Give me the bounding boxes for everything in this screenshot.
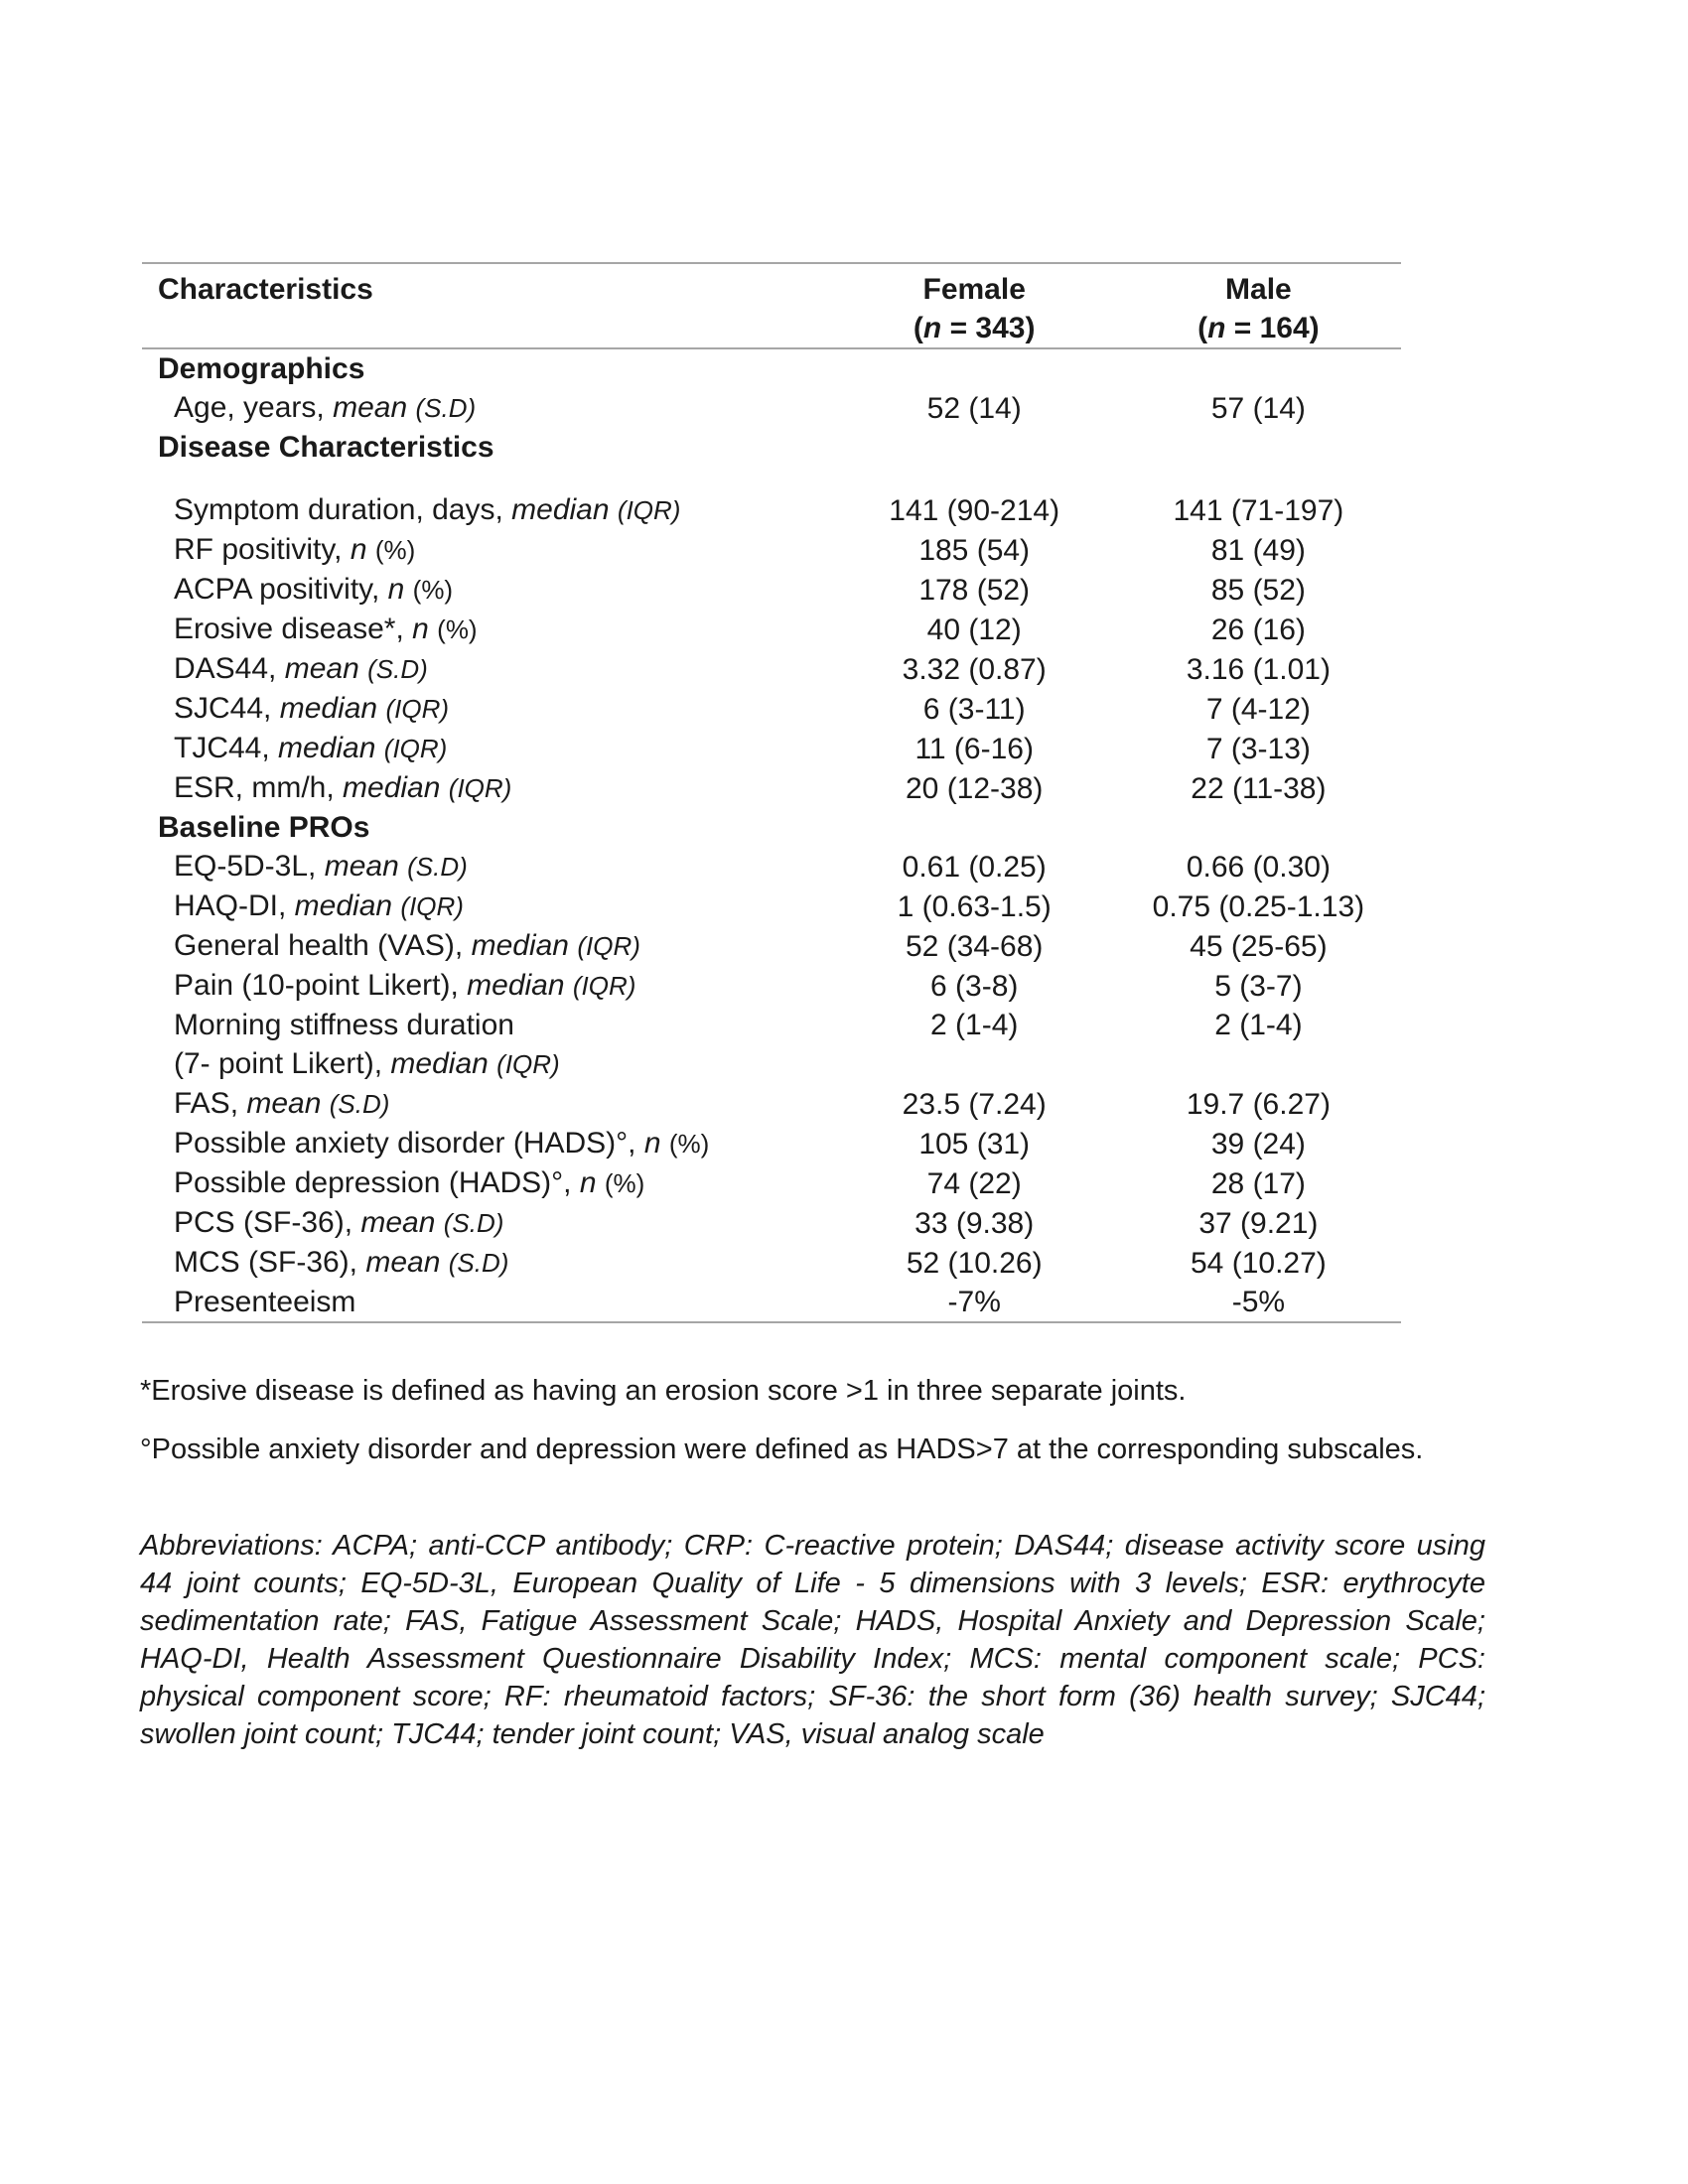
row-label-text: FAS, bbox=[174, 1087, 247, 1120]
spacer-row bbox=[142, 467, 1401, 490]
male-value: 85 (52) bbox=[1210, 573, 1306, 607]
row-stat: median bbox=[294, 889, 393, 922]
female-value bbox=[833, 1044, 1116, 1084]
row-unit: (%) bbox=[412, 575, 454, 605]
row-label-text: ACPA positivity, bbox=[174, 573, 388, 606]
row-stat: n bbox=[387, 573, 405, 606]
row-label-text: Symptom duration, days, bbox=[174, 493, 512, 526]
row-label-text: Age, years, bbox=[174, 391, 334, 424]
female-value: 33 (9.38) bbox=[914, 1206, 1035, 1240]
table-row bbox=[142, 768, 1401, 808]
row-stat: median bbox=[390, 1047, 489, 1080]
table-row bbox=[142, 1006, 1401, 1044]
row-label-text: General health (VAS), bbox=[174, 929, 472, 962]
section-row bbox=[142, 348, 1401, 388]
characteristics-table bbox=[142, 262, 1401, 1323]
table-row bbox=[142, 610, 1401, 649]
male-value: 0.66 (0.30) bbox=[1186, 850, 1331, 884]
male-value: 2 (1-4) bbox=[1214, 1009, 1303, 1041]
male-value: 5 (3-7) bbox=[1214, 969, 1303, 1003]
row-label-text: ESR, mm/h, bbox=[174, 771, 344, 804]
row-label-text: Pain (10-point Likert), bbox=[174, 969, 468, 1002]
row-label bbox=[142, 388, 833, 428]
header-male-n-value: = 164) bbox=[1225, 312, 1320, 344]
table-row bbox=[142, 1044, 1401, 1084]
row-stat: median bbox=[279, 692, 378, 725]
female-value: 178 (52) bbox=[918, 573, 1031, 607]
row-label bbox=[142, 966, 833, 1006]
row-label-text: SJC44, bbox=[174, 692, 280, 725]
male-value: 28 (17) bbox=[1210, 1166, 1306, 1200]
row-unit: (S.D) bbox=[415, 393, 477, 423]
header-row bbox=[142, 263, 1401, 348]
male-value: 3.16 (1.01) bbox=[1186, 652, 1331, 686]
male-value: 57 (14) bbox=[1210, 391, 1306, 425]
row-stat: median bbox=[343, 771, 441, 804]
row-label bbox=[142, 490, 833, 530]
male-value: 141 (71-197) bbox=[1173, 493, 1344, 527]
row-unit: (S.D) bbox=[443, 1208, 504, 1238]
table-row bbox=[142, 887, 1401, 926]
section-demographics: Demographics bbox=[158, 352, 365, 385]
row-label-text: Possible anxiety disorder (HADS)°, bbox=[174, 1127, 644, 1160]
female-value: 0.61 (0.25) bbox=[902, 850, 1047, 884]
row-unit: (IQR) bbox=[448, 773, 512, 803]
female-value: 2 (1-4) bbox=[930, 1009, 1019, 1041]
male-value: 39 (24) bbox=[1210, 1127, 1306, 1160]
male-value: 19.7 (6.27) bbox=[1186, 1087, 1331, 1121]
table-row bbox=[142, 966, 1401, 1006]
female-value: 11 (6-16) bbox=[914, 732, 1034, 765]
row-label-text: (7- point Likert), bbox=[174, 1047, 391, 1080]
row-label bbox=[142, 1283, 833, 1322]
section-disease: Disease Characteristics bbox=[158, 431, 494, 464]
row-stat: mean bbox=[284, 652, 359, 685]
row-label bbox=[142, 1243, 833, 1283]
male-value: 54 (10.27) bbox=[1191, 1246, 1327, 1280]
table-row bbox=[142, 689, 1401, 729]
section-row bbox=[142, 428, 1401, 467]
row-label bbox=[142, 729, 833, 768]
table-row bbox=[142, 1243, 1401, 1283]
header-male-n-var: n bbox=[1207, 312, 1226, 344]
header-female-n-value: = 343) bbox=[941, 312, 1036, 344]
row-stat: mean bbox=[324, 850, 399, 883]
row-label bbox=[142, 530, 833, 570]
row-unit: (S.D) bbox=[329, 1089, 390, 1119]
table-row bbox=[142, 1084, 1401, 1124]
row-unit: (IQR) bbox=[496, 1049, 560, 1079]
row-label bbox=[142, 926, 833, 966]
row-label bbox=[142, 689, 833, 729]
row-label bbox=[142, 768, 833, 808]
row-label bbox=[142, 1044, 833, 1084]
row-label bbox=[142, 1163, 833, 1203]
row-label bbox=[142, 887, 833, 926]
row-label-text: EQ-5D-3L, bbox=[174, 850, 325, 883]
male-value: 26 (16) bbox=[1210, 613, 1306, 646]
table-body bbox=[142, 348, 1401, 1322]
row-stat: median bbox=[471, 929, 569, 962]
female-value: 105 (31) bbox=[918, 1127, 1031, 1160]
male-value: 7 (4-12) bbox=[1205, 692, 1311, 726]
table-row bbox=[142, 649, 1401, 689]
female-value: -7% bbox=[947, 1286, 1001, 1318]
table-row bbox=[142, 1124, 1401, 1163]
female-value: 6 (3-11) bbox=[922, 692, 1026, 726]
row-label-text: HAQ-DI, bbox=[174, 889, 295, 922]
row-label bbox=[142, 1084, 833, 1124]
row-stat: mean bbox=[360, 1206, 436, 1239]
female-value: 52 (10.26) bbox=[906, 1246, 1043, 1280]
row-label-text: Possible depression (HADS)°, bbox=[174, 1166, 580, 1199]
table-row bbox=[142, 926, 1401, 966]
row-unit: (%) bbox=[374, 535, 416, 565]
row-label-text: Morning stiffness duration bbox=[174, 1009, 514, 1041]
row-label-text: Erosive disease*, bbox=[174, 613, 413, 645]
row-unit: (IQR) bbox=[572, 971, 636, 1001]
female-value: 3.32 (0.87) bbox=[902, 652, 1047, 686]
section-baseline: Baseline PROs bbox=[158, 811, 370, 844]
row-stat: n bbox=[643, 1127, 661, 1160]
spacer-cell bbox=[142, 467, 1401, 490]
row-unit: (S.D) bbox=[407, 852, 468, 882]
table-row bbox=[142, 847, 1401, 887]
row-label-text: Presenteeism bbox=[174, 1286, 356, 1318]
table-row bbox=[142, 1203, 1401, 1243]
row-label bbox=[142, 570, 833, 610]
male-value: 0.75 (0.25-1.13) bbox=[1152, 889, 1365, 923]
female-value: 20 (12-38) bbox=[905, 771, 1044, 805]
row-stat: mean bbox=[246, 1087, 322, 1120]
row-unit: (IQR) bbox=[617, 495, 681, 525]
female-value: 141 (90-214) bbox=[889, 493, 1060, 527]
row-label bbox=[142, 847, 833, 887]
row-label-text: MCS (SF-36), bbox=[174, 1246, 366, 1279]
row-unit: (IQR) bbox=[383, 734, 448, 763]
male-value bbox=[1116, 1044, 1401, 1084]
row-label bbox=[142, 610, 833, 649]
section-row bbox=[142, 808, 1401, 847]
row-unit: (IQR) bbox=[577, 931, 640, 961]
table-row bbox=[142, 1163, 1401, 1203]
header-female-label: Female bbox=[922, 273, 1026, 306]
row-unit: (S.D) bbox=[448, 1248, 509, 1278]
row-label-text: TJC44, bbox=[174, 732, 279, 764]
male-value: 37 (9.21) bbox=[1198, 1206, 1319, 1240]
header-female bbox=[833, 263, 1116, 348]
female-value: 23.5 (7.24) bbox=[902, 1087, 1047, 1121]
header-male bbox=[1116, 263, 1401, 348]
table-row bbox=[142, 490, 1401, 530]
female-value: 1 (0.63-1.5) bbox=[897, 889, 1052, 923]
female-value: 74 (22) bbox=[926, 1166, 1022, 1200]
row-label-text: DAS44, bbox=[174, 652, 285, 685]
row-stat: median bbox=[467, 969, 565, 1002]
row-stat: n bbox=[579, 1166, 597, 1199]
row-unit: (%) bbox=[604, 1168, 645, 1198]
row-unit: (IQR) bbox=[400, 891, 464, 921]
footnote-anxiety: °Possible anxiety disorder and depression were defined as HADS>7 at the corresponding subscales. bbox=[140, 1433, 1424, 1465]
female-value: 52 (34-68) bbox=[905, 929, 1044, 963]
header-female-n bbox=[833, 309, 1116, 347]
female-value: 6 (3-8) bbox=[930, 969, 1019, 1003]
row-stat: median bbox=[278, 732, 376, 764]
header-male-label: Male bbox=[1225, 273, 1292, 306]
table-header bbox=[142, 263, 1401, 348]
female-value: 40 (12) bbox=[926, 613, 1022, 646]
row-unit: (IQR) bbox=[385, 694, 450, 724]
header-characteristics: Characteristics bbox=[158, 273, 373, 306]
male-value: 45 (25-65) bbox=[1190, 929, 1328, 963]
row-label bbox=[142, 1006, 833, 1044]
header-female-n-open: ( bbox=[913, 312, 923, 344]
female-value: 52 (14) bbox=[926, 391, 1022, 425]
footnote-abbreviations: Abbreviations: ACPA; anti-CCP antibody; CRP: C-reactive protein; DAS44; disease activity score using 44 joint counts; EQ-5D-3L, European Quality of Life - 5 dimensions with 3 levels; ESR: erythrocyte sedimentation rate; FAS, Fatigue Assessment Scale; HADS, Hospital Anxiety and Depression Scale; HAQ-DI, Health Assessment Questionnaire Disability Index; MCS: mental component scale; PCS: physical component score; RF: rheumatoid factors; SF-36: the short form (36) health survey; SJC44; swollen joint count; TJC44; tender joint count; VAS, visual analog scale bbox=[140, 1530, 1485, 1750]
row-stat: mean bbox=[365, 1246, 441, 1279]
row-label bbox=[142, 1124, 833, 1163]
male-value: 22 (11-38) bbox=[1191, 771, 1327, 805]
footnote-erosive: *Erosive disease is defined as having an erosion score >1 in three separate joints. bbox=[140, 1375, 1187, 1407]
row-label-text: RF positivity, bbox=[174, 533, 351, 566]
table-row bbox=[142, 570, 1401, 610]
table-row bbox=[142, 530, 1401, 570]
table-row bbox=[142, 388, 1401, 428]
male-value: -5% bbox=[1231, 1286, 1286, 1318]
male-value: 7 (3-13) bbox=[1205, 732, 1311, 765]
row-label-text: PCS (SF-36), bbox=[174, 1206, 361, 1239]
header-female-n-var: n bbox=[922, 312, 942, 344]
header-male-n-open: ( bbox=[1197, 312, 1208, 344]
header-male-n bbox=[1116, 309, 1401, 347]
row-unit: (S.D) bbox=[367, 654, 428, 684]
table-row bbox=[142, 1283, 1401, 1322]
row-label bbox=[142, 1203, 833, 1243]
table-row bbox=[142, 729, 1401, 768]
female-value: 185 (54) bbox=[918, 533, 1031, 567]
row-stat: n bbox=[350, 533, 367, 566]
row-stat: n bbox=[412, 613, 429, 645]
row-stat: mean bbox=[333, 391, 408, 424]
row-unit: (%) bbox=[437, 614, 478, 644]
row-unit: (%) bbox=[668, 1129, 710, 1159]
row-stat: median bbox=[511, 493, 610, 526]
row-label bbox=[142, 649, 833, 689]
male-value: 81 (49) bbox=[1210, 533, 1306, 567]
